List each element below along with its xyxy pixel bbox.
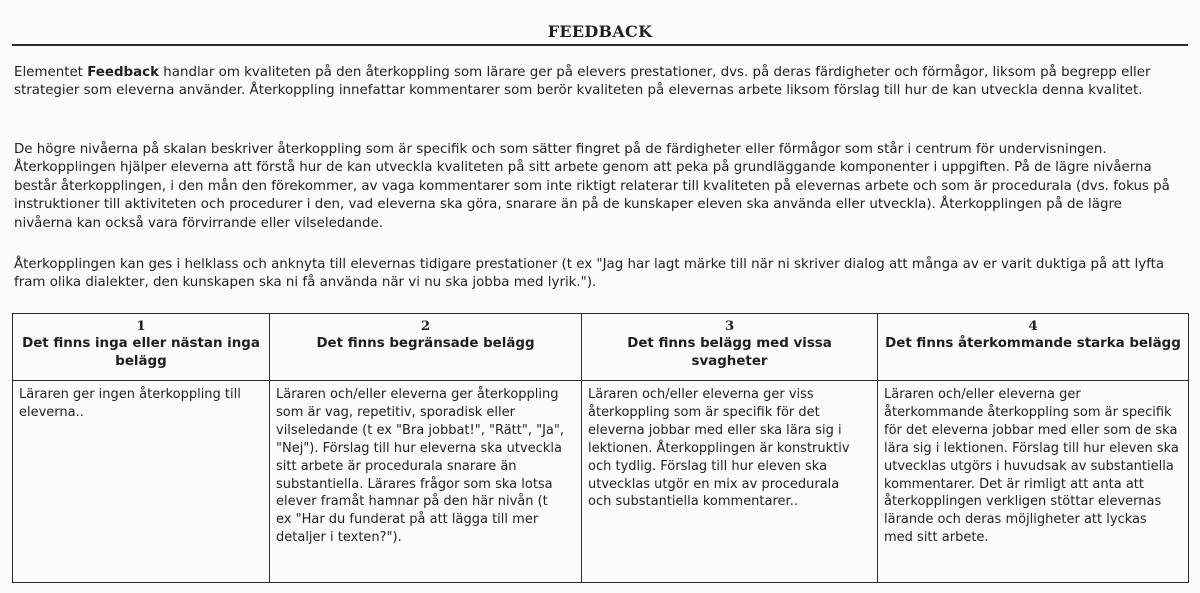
rubric-header-row	[13, 314, 1189, 381]
level-description: Läraren och/eller eleverna ger återkoppling som är vag, repetitiv, sporadisk eller vilseledande (t ex "Bra jobbat!", "Rätt", "Ja", "Nej"). Förslag till hur eleverna ska utveckla sitt arbete är procedurala snarare än substantiella. Lärares frågor som ska lotsa elever framåt hamnar på den här nivån (t ex "Har du funderat på att lägga till mer detaljer i texten?").	[276, 387, 564, 546]
level-number: 2	[420, 318, 431, 334]
page-title: FEEDBACK	[547, 22, 653, 41]
level-number: 4	[1028, 318, 1038, 334]
class-feedback-paragraph: Återkopplingen kan ges i helklass och anknyta till elevernas tidigare prestationer (t ex "Jag har lagt märke till när ni skriver dialog att många av er varit duktiga på att lyfta fram olika dialekter, den kunskapen ska ni få använda när vi nu ska jobba med lyrik.").	[14, 257, 1165, 291]
title-underline-divider	[12, 44, 1188, 46]
rubric-level-2-cell	[270, 381, 582, 583]
rubric-level-3-header	[582, 314, 878, 381]
level-heading: Det finns inga eller nästan inga belägg	[22, 336, 260, 369]
intro-paragraph	[14, 64, 1184, 101]
intro-prefix: Elementet	[14, 65, 88, 80]
level-heading: Det finns belägg med vissa svagheter	[627, 336, 832, 369]
intro-bold-term: Feedback	[87, 65, 160, 80]
rubric-level-3-cell	[582, 381, 878, 583]
rubric-level-1-header	[13, 314, 270, 381]
intro-text: handlar om kvaliteten på den återkoppling som lärare ger på elevers prestationer, dvs. på deras färdigheter och förmågor, liksom på begrepp eller strategier som eleverna använder. Återkoppling innefattar kommentarer som berör kvaliteten på elevernas arbete liksom förslag till hur de kan utveckla denna kvalitet.	[14, 65, 1151, 99]
level-heading: Det finns återkommande starka belägg	[885, 336, 1181, 352]
levels-paragraph: De högre nivåerna på skalan beskriver återkoppling som är specifik och som sätter fingret på de färdigheter eller förmågor som står i centrum för undervisningen. Återkopplingen hjälper eleverna att förstå hur de kan utveckla kvaliteten på sitt arbete genom att peka på grundläggande komponenter i uppgiften. På de lägre nivåerna består återkopplingen, i den mån den förekommer, av vaga kommentarer som inte riktigt relaterar till kvaliteten på elevernas arbete och som är procedurala (dvs. fokus på instruktioner till aktiviteten och procedurer i den, vad eleverna ska göra, snarare än på de kunskaper eleven ska använda eller utveckla). Återkopplingen på de lägre nivåerna kan också vara förvirrande eller vilseledande.	[14, 142, 1170, 231]
rubric-table	[12, 313, 1189, 583]
level-description: Läraren och/eller eleverna ger viss återkoppling som är specifik för det eleverna jobbar med eller ska lära sig i lektionen. Återkopplingen är konstruktiv och tydlig. Förslag till hur eleven ska utvecklas utgör en mix av procedurala och substantiella kommentarer..	[588, 387, 850, 510]
level-description: Läraren och/eller eleverna ger återkommande återkoppling som är specifik för det eleverna jobbar med eller som de ska lära sig i lektionen. Förslag till hur eleven ska utvecklas utgörs i huvudsak av substantiella kommentarer. Det är rimligt att anta att återkopplingen verkligen stöttar elevernas lärande och deras möjligheter att lyckas med sitt arbete.	[884, 387, 1179, 546]
rubric-level-1-cell	[13, 381, 270, 583]
level-number: 1	[136, 318, 146, 334]
level-heading: Det finns begränsade belägg	[316, 336, 535, 352]
level-number: 3	[724, 318, 735, 334]
rubric-level-4-cell	[878, 381, 1189, 583]
level-description: Läraren ger ingen återkoppling till eleverna..	[19, 387, 241, 420]
rubric-level-2-header	[270, 314, 582, 381]
rubric-description-row	[13, 381, 1189, 583]
rubric-level-4-header	[878, 314, 1189, 381]
